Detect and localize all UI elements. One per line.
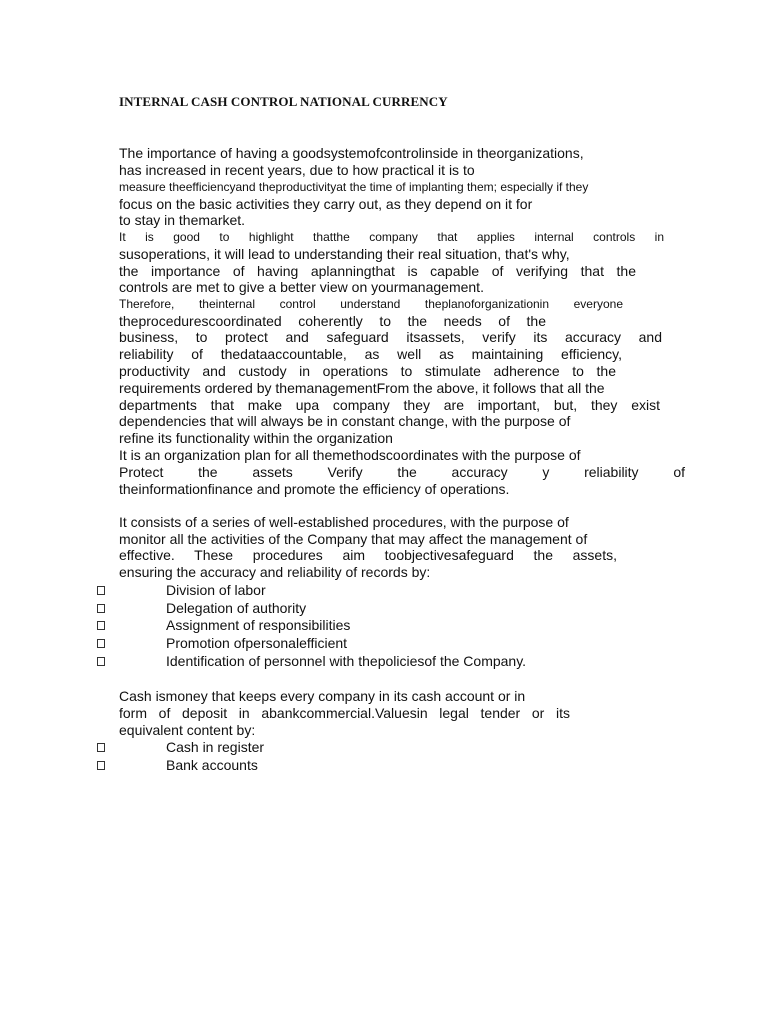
paragraph-line: Therefore, theinternal control understand theplanoforganizationin everyone bbox=[119, 297, 623, 311]
paragraph-line: controls are met to give a better view on yourmanagement. bbox=[119, 279, 484, 295]
list-item: Division of labor bbox=[166, 582, 266, 598]
bullet-box-icon bbox=[97, 743, 105, 752]
paragraph-line: equivalent content by: bbox=[119, 722, 256, 738]
bullet-box-icon bbox=[97, 761, 105, 770]
paragraph-line: monitor all the activities of the Company that may affect the management of bbox=[119, 531, 588, 547]
paragraph-line: It is good to highlight thatthe company that applies internal controls in bbox=[119, 230, 664, 244]
bullet-box-icon bbox=[97, 621, 105, 630]
list-item: Promotion ofpersonalefficient bbox=[166, 635, 348, 651]
paragraph-line: theinformationfinance and promote the efficiency of operations. bbox=[119, 481, 510, 497]
paragraph-line: Cash ismoney that keeps every company in its cash account or in bbox=[119, 688, 526, 704]
paragraph-line: ensuring the accuracy and reliability of records by: bbox=[119, 564, 431, 580]
bullet-box-icon bbox=[97, 657, 105, 666]
paragraph-line: productivity and custody in operations to stimulate adherence to the bbox=[119, 363, 616, 379]
paragraph-line: The importance of having a goodsystemofcontrolinside in theorganizations, bbox=[119, 145, 584, 161]
paragraph-line: to stay in themarket. bbox=[119, 212, 246, 228]
bullet-box-icon bbox=[97, 604, 105, 613]
paragraph-line: Protect the assets Verify the accuracy y reliability of bbox=[119, 464, 685, 480]
paragraph-line: effective. These procedures aim toobjectivesafeguard the assets, bbox=[119, 547, 617, 563]
paragraph-line: susoperations, it will lead to understanding their real situation, that's why, bbox=[119, 246, 570, 262]
paragraph-line: departments that make upa company they are important, but, they exist bbox=[119, 397, 660, 413]
list-item: Cash in register bbox=[166, 739, 265, 755]
paragraph-line: has increased in recent years, due to how practical it is to bbox=[119, 162, 475, 178]
paragraph-line: measure theefficiencyand theproductivityat the time of implanting them; especially if they bbox=[119, 180, 589, 194]
paragraph-line: refine its functionality within the organization bbox=[119, 430, 393, 446]
paragraph-line: the importance of having aplanningthat is capable of verifying that the bbox=[119, 263, 636, 279]
paragraph-line: theprocedurescoordinated coherently to the needs of the bbox=[119, 313, 546, 329]
list-item: Assignment of responsibilities bbox=[166, 617, 351, 633]
paragraph-line: business, to protect and safeguard itsassets, verify its accuracy and bbox=[119, 329, 662, 345]
paragraph-line: It consists of a series of well-established procedures, with the purpose of bbox=[119, 514, 569, 530]
paragraph-line: dependencies that will always be in constant change, with the purpose of bbox=[119, 413, 571, 429]
list-item: Identification of personnel with thepoliciesof the Company. bbox=[166, 653, 527, 669]
paragraph-line: It is an organization plan for all themethodscoordinates with the purpose of bbox=[119, 447, 581, 463]
document-title: INTERNAL CASH CONTROL NATIONAL CURRENCY bbox=[119, 94, 448, 109]
paragraph-line: reliability of thedataaccountable, as well as maintaining efficiency, bbox=[119, 346, 622, 362]
paragraph-line: requirements ordered by themanagementFrom the above, it follows that all the bbox=[119, 380, 605, 396]
list-item: Bank accounts bbox=[166, 757, 258, 773]
paragraph-line: focus on the basic activities they carry out, as they depend on it for bbox=[119, 196, 533, 212]
paragraph-line: form of deposit in abankcommercial.Valuesin legal tender or its bbox=[119, 705, 570, 721]
bullet-box-icon bbox=[97, 586, 105, 595]
list-item: Delegation of authority bbox=[166, 600, 307, 616]
bullet-box-icon bbox=[97, 639, 105, 648]
